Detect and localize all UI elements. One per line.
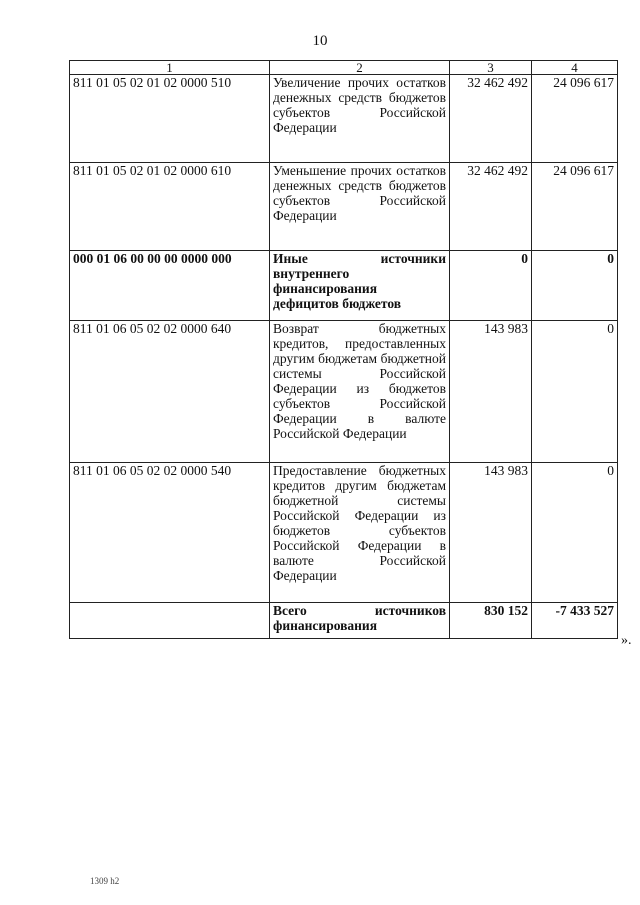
- total-value-col4: -7 433 527: [532, 603, 618, 639]
- value-cell-col4: 0: [532, 251, 618, 321]
- sources-table: [69, 60, 618, 639]
- header-row: [70, 61, 618, 75]
- header-cell: 3: [450, 61, 532, 75]
- description-cell: Всего источников финансирования: [270, 603, 450, 639]
- code-cell: 000 01 06 00 00 00 0000 000: [70, 251, 270, 321]
- table-row: [70, 251, 618, 321]
- description-cell: Возврат бюджетных кредитов, предоставленных другим бюджетам бюджетной системы Российской Федерации из бюджетов субъектов Российской Федерации в валюте Российской Федерации: [270, 321, 450, 463]
- footer-code: 1309 h2: [90, 876, 120, 886]
- code-cell: 811 01 05 02 01 02 0000 610: [70, 163, 270, 251]
- table-row: [70, 321, 618, 463]
- total-row: [70, 603, 618, 639]
- value-cell-col4: 0: [532, 321, 618, 463]
- closing-quote-mark: ».: [621, 633, 632, 648]
- table-row: [70, 463, 618, 603]
- value-cell-col4: 24 096 617: [532, 163, 618, 251]
- total-value-col3: 830 152: [450, 603, 532, 639]
- table-row: [70, 163, 618, 251]
- header-cell: 1: [70, 61, 270, 75]
- description-cell: Уменьшение прочих остатков денежных средств бюджетов субъектов Российской Федерации: [270, 163, 450, 251]
- description-cell: Иные источники внутреннего финансирования дефицитов бюджетов: [270, 251, 450, 321]
- description-cell: Увеличение прочих остатков денежных средств бюджетов субъектов Российской Федерации: [270, 75, 450, 163]
- code-cell: 811 01 06 05 02 02 0000 540: [70, 463, 270, 603]
- value-cell-col3: 32 462 492: [450, 163, 532, 251]
- header-cell: 4: [532, 61, 618, 75]
- value-cell-col3: 32 462 492: [450, 75, 532, 163]
- value-cell-col4: 0: [532, 463, 618, 603]
- value-cell-col3: 143 983: [450, 463, 532, 603]
- description-cell: Предоставление бюджетных кредитов другим бюджетам бюджетной системы Российской Федерации из бюджетов субъектов Российской Федерации в валюте Российской Федерации: [270, 463, 450, 603]
- code-cell: [70, 603, 270, 639]
- value-cell-col3: 143 983: [450, 321, 532, 463]
- value-cell-col4: 24 096 617: [532, 75, 618, 163]
- code-cell: 811 01 06 05 02 02 0000 640: [70, 321, 270, 463]
- value-cell-col3: 0: [450, 251, 532, 321]
- table-row: [70, 75, 618, 163]
- header-cell: 2: [270, 61, 450, 75]
- page-number: 10: [312, 33, 328, 49]
- code-cell: 811 01 05 02 01 02 0000 510: [70, 75, 270, 163]
